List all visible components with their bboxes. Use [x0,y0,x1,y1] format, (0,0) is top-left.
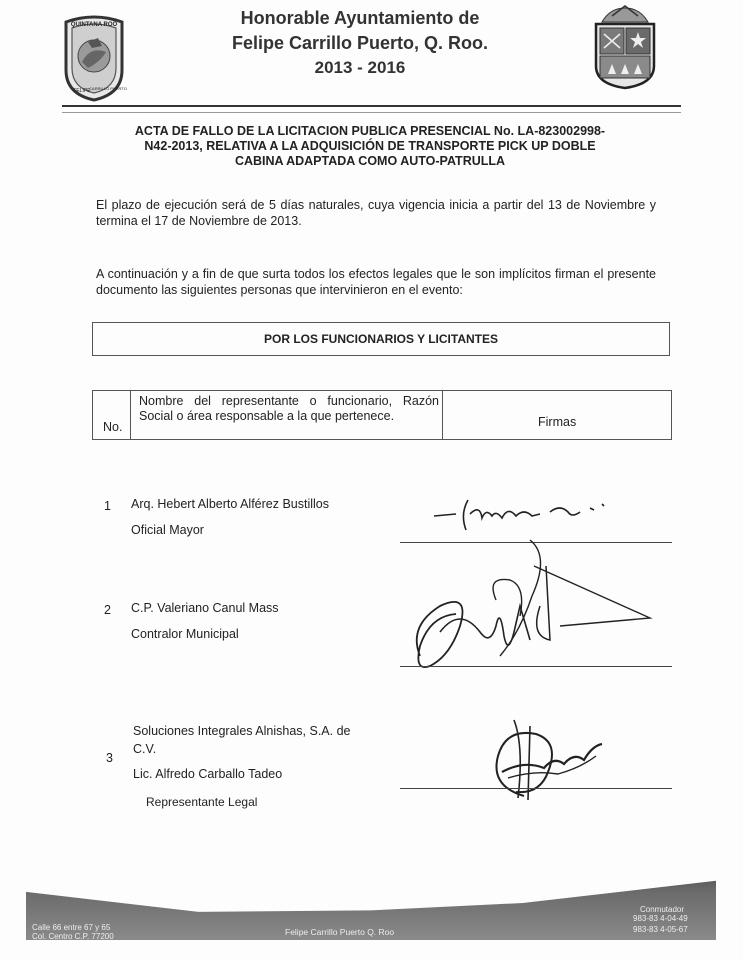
signatory-1-number: 1 [104,499,111,513]
table-header-no: No. [103,420,123,434]
section-heading-box: POR LOS FUNCIONARIOS Y LICITANTES [92,322,670,356]
title-line3: CABINA ADAPTADA COMO AUTO-PATRULLA [234,154,506,168]
document-title [90,124,650,169]
signature-1 [430,494,620,536]
title-line1: ACTA DE FALLO DE LA LICITACION PUBLICA PRESENCIAL No. LA-823002998- [134,124,606,138]
signatory-2-role: Contralor Municipal [131,627,239,641]
signatory-3-number: 3 [106,751,113,765]
signatory-1-name: Arq. Hebert Alberto Alférez Bustillos [131,497,330,511]
seal-text-bottom-left: FELIPE [73,88,91,94]
header-divider-thin [62,112,681,113]
coat-of-arms-logo [590,4,660,90]
signature-2 [400,536,660,686]
signatory-3-company-line2: C.V. [133,742,157,756]
execution-period-paragraph: El plazo de ejecución será de 5 días naturales, cuya vigencia inicia a partir del 13 de Noviembre y termina el 17 de Noviembre de 2013. [96,198,656,228]
signatory-3-role: Representante Legal [146,795,258,809]
signatory-3-company-line1: Soluciones Integrales Alnishas, S.A. de [133,724,351,738]
signatories-table-header [92,390,672,440]
footer-address-line1: Calle 66 entre 67 y 65 [32,923,111,932]
footer-phone-1: 983-83 4-04-49 [633,914,688,923]
signatory-1-role: Oficial Mayor [131,523,204,537]
signatory-3-name: Lic. Alfredo Carballo Tadeo [133,767,283,781]
header-title-line2: Felipe Carrillo Puerto, Q. Roo. [231,33,489,53]
signatory-2-name: C.P. Valeriano Canul Mass [131,601,279,615]
seal-text-top: QUINTANA ROO [70,22,118,28]
header-divider [62,105,681,107]
seal-text-bottom-right: CARRILLO PUERTO [89,86,127,91]
signature-line-3 [400,788,672,789]
table-header-firmas: Firmas [538,415,577,429]
table-header-name: Nombre del representante o funcionario, Razón Social o área responsable a la que pertenece. [139,394,439,423]
signature-line-2 [400,666,672,667]
signing-statement-paragraph: A continuación y a fin de que surta todos los efectos legales que le son implícitos firman el presente documento las siguientes personas que intervinieron en el evento: [96,267,656,297]
footer-phone-label: Conmutador [640,905,685,914]
signature-3 [484,716,614,806]
signatory-2-number: 2 [104,603,111,617]
footer-phone-2: 983-83 4-05-67 [633,925,688,934]
footer-city: Felipe Carrillo Puerto Q. Roo [285,927,395,937]
header-period: 2013 - 2016 [314,58,406,77]
municipal-seal-logo [58,12,130,102]
title-line2: N42-2013, RELATIVA A LA ADQUISICIÓN DE TRANSPORTE PICK UP DOBLE [144,139,596,153]
header-title-line1: Honorable Ayuntamiento de [240,8,480,28]
footer-address-line2: Col. Centro C.P. 77200 [32,932,114,941]
